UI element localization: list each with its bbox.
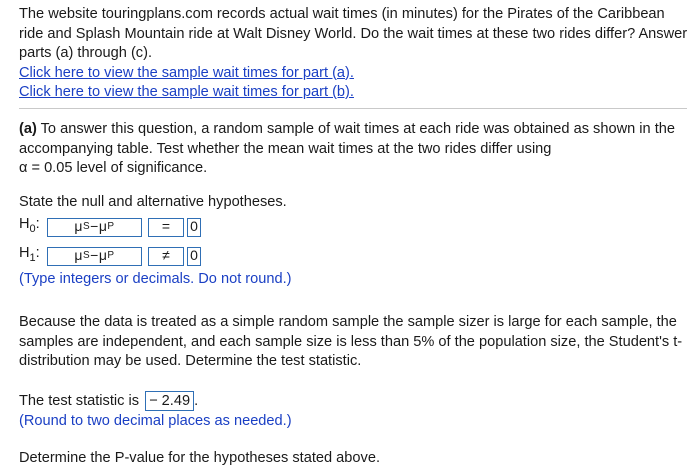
alt-hypothesis-row: [19, 245, 691, 268]
pvalue-prompt: Determine the P-value for the hypotheses stated above.: [19, 450, 381, 466]
null-hypothesis-row: [19, 216, 691, 239]
part-a-question: [19, 120, 691, 179]
alt-hypothesis-value-box[interactable]: 0: [187, 247, 201, 266]
part-a-label: (a): [19, 121, 37, 137]
alpha-line: α = 0.05 level of significance.: [19, 160, 208, 176]
section-divider: [19, 108, 687, 109]
intro-paragraph: The website touringplans.com records actual wait times (in minutes) for the Pirates of the Caribbean ride and Splash Mountain ride at Walt Disney World. Do the wait times at these two rides differ? Answer parts (a) through (c).: [19, 6, 688, 61]
hypotheses-section: [19, 193, 691, 289]
alt-hypothesis-label: $H_1$:: [19, 244, 40, 264]
null-hypothesis-value-box[interactable]: 0: [187, 218, 201, 237]
part-a-question-text: To answer this question, a random sample of wait times at each ride was obtained as shown in the accompanying table. Test whether the mean wait times at the two rides differ using: [19, 121, 675, 157]
pvalue-section: [19, 449, 691, 469]
null-hypothesis-expression-box[interactable]: μ S − μ P: [47, 218, 142, 237]
test-statistic-answer-box[interactable]: − 2.49: [145, 391, 194, 411]
hypotheses-prompt: State the null and alternative hypotheses.: [19, 194, 287, 210]
alt-hypothesis-expression-box[interactable]: μ S − μ P: [47, 247, 142, 266]
test-statistic-hint: (Round to two decimal places as needed.): [19, 412, 292, 429]
link-sample-times-part-a[interactable]: Click here to view the sample wait times for part (a).: [19, 64, 354, 81]
conditions-text: Because the data is treated as a simple random sample the sample sizer is large for each sample, the samples are independent, and each sample size is less than 5% of the population size, the Student's t-distribution may be used. Determine the test statistic.: [19, 314, 683, 369]
test-statistic-line: The test statistic is − 2.49 .: [19, 393, 199, 409]
null-hypothesis-operator-box[interactable]: =: [148, 218, 184, 237]
null-hypothesis-label: $H_0$:: [19, 215, 40, 235]
hypotheses-hint: (Type integers or decimals. Do not round.): [19, 270, 292, 287]
link-sample-times-part-b[interactable]: Click here to view the sample wait times for part (b).: [19, 84, 354, 100]
test-statistic-section: [19, 391, 691, 431]
conditions-section: [19, 313, 691, 372]
alt-hypothesis-operator-box[interactable]: ≠: [148, 247, 184, 266]
problem-intro: [19, 5, 691, 103]
